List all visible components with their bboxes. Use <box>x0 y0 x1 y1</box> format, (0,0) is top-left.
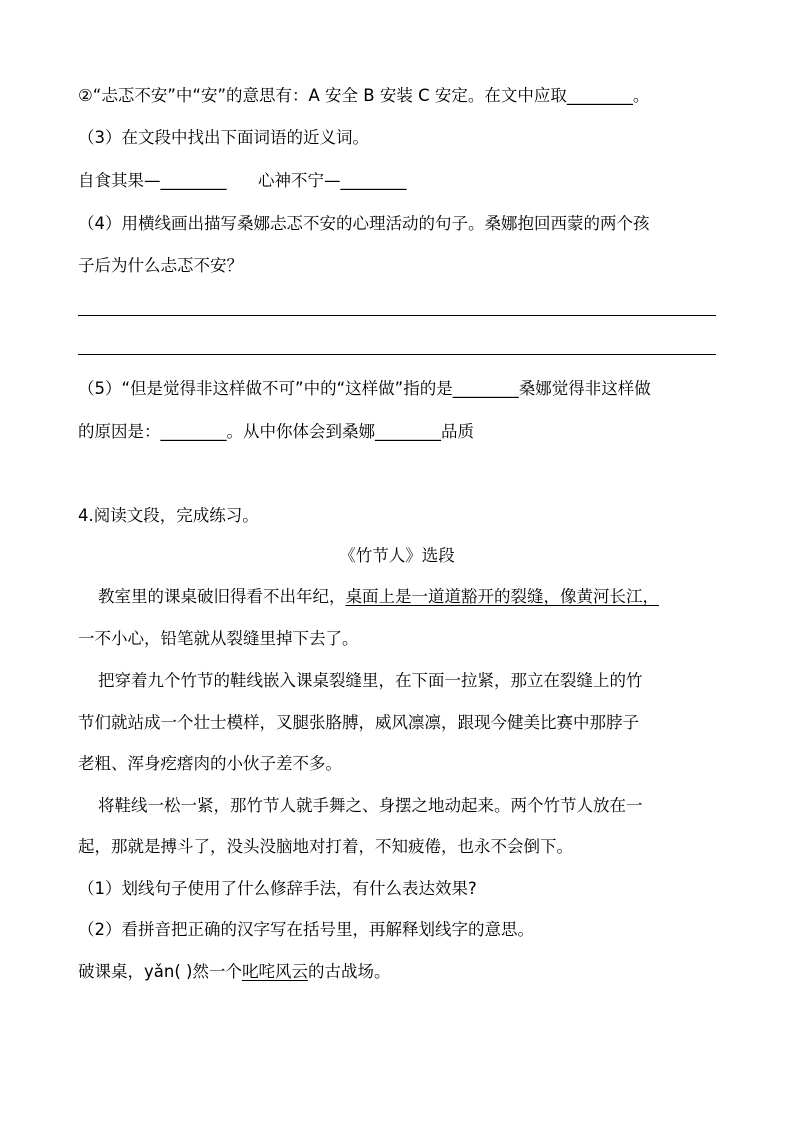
underlined-sentence: 桌面上是一道道豁开的裂缝，像黄河长江， <box>345 587 659 606</box>
paragraph-1-line2: 一不小心，铅笔就从裂缝里掉下去了。 <box>78 629 359 648</box>
question-5-line2: 的原因是：________。从中你体会到桑娜________品质 <box>78 422 474 441</box>
paragraph-2-line3: 老粗、浑身疙瘩肉的小伙子差不多。 <box>78 754 342 773</box>
question-4-line2: 子后为什么忐忑不安？ <box>78 256 243 275</box>
paragraph-2-line2: 节们就站成一个壮士模样，叉腿张胳膊，威风凛凛，跟现今健美比赛中那脖子 <box>78 713 639 732</box>
blank: ________ <box>160 171 227 190</box>
underlined-idiom: 叱咤风云 <box>241 962 308 981</box>
paragraph-3-line2: 起，那就是搏斗了，没头没脑地对打着，不知疲倦，也永不会倒下。 <box>78 837 573 856</box>
paragraph-1-line1: 教室里的课桌破旧得看不出年纪，桌面上是一道道豁开的裂缝，像黄河长江， <box>98 587 659 606</box>
section-4-heading: 4.阅读文段，完成练习。 <box>78 506 259 525</box>
passage-title: 《竹节人》选段 <box>339 546 455 565</box>
question-3-word2: 心神不宁—________ <box>258 171 407 190</box>
question-5-line1: （5）“但是觉得非这样做不可”中的“这样做”指的是________桑娜觉得非这样做 <box>78 379 651 398</box>
sub-question-1: （1）划线句子使用了什么修辞手法，有什么表达效果? <box>78 879 477 898</box>
answer-line <box>78 315 716 316</box>
blank: ________ <box>340 171 407 190</box>
paragraph-2-line1: 把穿着九个竹节的鞋线嵌入课桌裂缝里，在下面一拉紧，那立在裂缝上的竹 <box>98 671 643 690</box>
question-4-line1: （4）用横线画出描写桑娜忐忑不安的心理活动的句子。桑娜抱回西蒙的两个孩 <box>78 214 650 233</box>
circled-number: ② <box>78 86 93 105</box>
question-2-line <box>78 84 649 108</box>
question-2-text: “忐忑不安”中“安”的意思有：A 安全 B 安装 C 安定。在文中应取________。 <box>92 86 650 105</box>
question-3-label: （3）在文段中找出下面词语的近义词。 <box>78 128 369 147</box>
answer-line <box>78 354 716 355</box>
question-3-word1: 自食其果—________ <box>78 171 227 190</box>
paragraph-3-line1: 将鞋线一松一紧，那竹节人就手舞之、身摆之地动起来。两个竹节人放在一 <box>98 796 643 815</box>
sub-question-2: （2）看拼音把正确的汉字写在括号里，再解释划线字的意思。 <box>78 920 534 939</box>
sub-question-2-line: 破课桌，yǎn( )然一个叱咤风云的古战场。 <box>78 962 391 981</box>
